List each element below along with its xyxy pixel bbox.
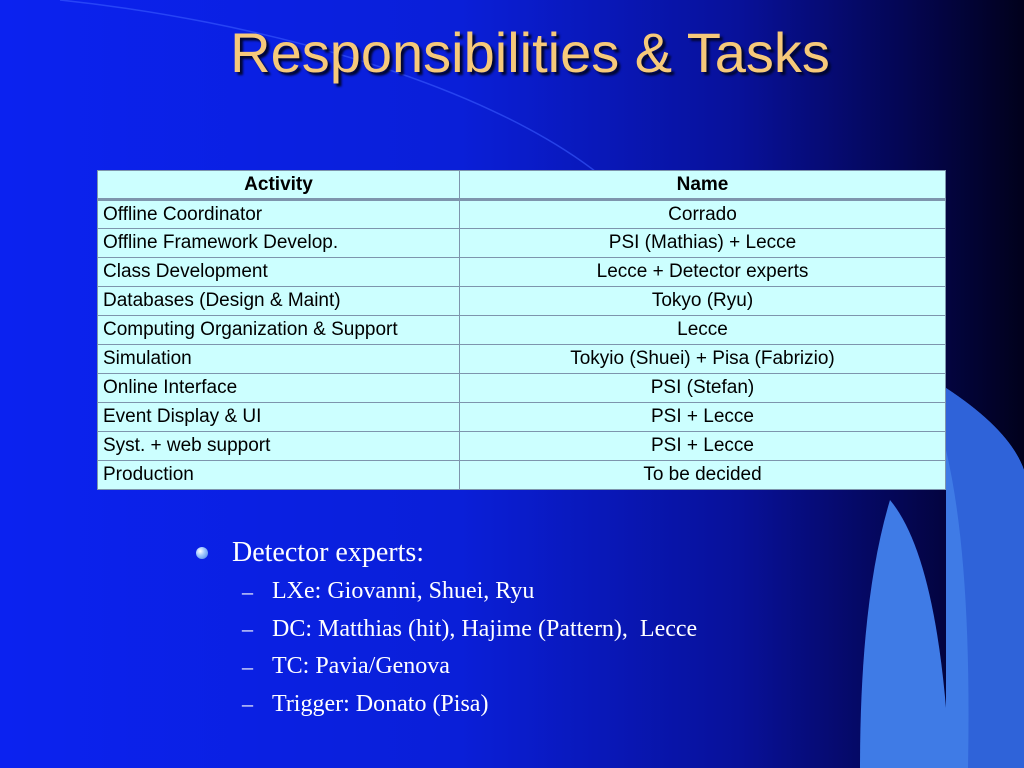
table-row <box>98 461 946 490</box>
activity-cell: Simulation <box>98 345 460 374</box>
bullet-dot-icon <box>196 547 208 559</box>
sub-bullet-text: LXe: Giovanni, Shuei, Ryu <box>272 578 535 605</box>
name-cell: PSI + Lecce <box>460 432 946 461</box>
dash-icon: – <box>242 691 253 717</box>
sub-bullet-text: DC: Matthias (hit), Hajime (Pattern), Lecce <box>272 615 698 642</box>
name-cell: PSI (Mathias) + Lecce <box>460 229 946 258</box>
sub-bullet-item <box>242 573 697 611</box>
column-header-name: Name <box>460 171 946 200</box>
sub-bullet-item <box>242 611 697 649</box>
sub-bullet-list <box>190 573 697 723</box>
column-header-activity: Activity <box>98 171 460 200</box>
activity-cell: Computing Organization & Support <box>98 316 460 345</box>
name-cell: Corrado <box>460 200 946 229</box>
activity-cell: Offline Framework Develop. <box>98 229 460 258</box>
table-row <box>98 229 946 258</box>
table-row <box>98 345 946 374</box>
name-cell: PSI (Stefan) <box>460 374 946 403</box>
dash-icon: – <box>242 616 253 642</box>
table-row <box>98 287 946 316</box>
tasks-table <box>97 170 946 490</box>
sub-bullet-text: TC: Pavia/Genova <box>272 653 450 680</box>
table-row <box>98 374 946 403</box>
sub-bullet-item <box>242 648 697 686</box>
activity-cell: Class Development <box>98 258 460 287</box>
table-row <box>98 258 946 287</box>
name-cell: Tokyo (Ryu) <box>460 287 946 316</box>
sub-bullet-text: Trigger: Donato (Pisa) <box>272 690 489 717</box>
name-cell: PSI + Lecce <box>460 403 946 432</box>
table-row <box>98 432 946 461</box>
table-row <box>98 316 946 345</box>
name-cell: Lecce + Detector experts <box>460 258 946 287</box>
name-cell: To be decided <box>460 461 946 490</box>
activity-cell: Event Display & UI <box>98 403 460 432</box>
activity-cell: Online Interface <box>98 374 460 403</box>
table-header-row <box>98 171 946 200</box>
table-row <box>98 403 946 432</box>
sub-bullet-item <box>242 686 697 724</box>
dash-icon: – <box>242 578 253 604</box>
bullet-item <box>190 533 697 573</box>
table-row <box>98 200 946 229</box>
bullet-text: Detector experts: <box>232 537 425 568</box>
activity-cell: Databases (Design & Maint) <box>98 287 460 316</box>
dash-icon: – <box>242 653 253 679</box>
bullet-list <box>190 533 697 723</box>
activity-cell: Production <box>98 461 460 490</box>
slide-title: Responsibilities & Tasks <box>230 21 830 84</box>
name-cell: Tokyio (Shuei) + Pisa (Fabrizio) <box>460 345 946 374</box>
activity-cell: Offline Coordinator <box>98 200 460 229</box>
name-cell: Lecce <box>460 316 946 345</box>
activity-cell: Syst. + web support <box>98 432 460 461</box>
